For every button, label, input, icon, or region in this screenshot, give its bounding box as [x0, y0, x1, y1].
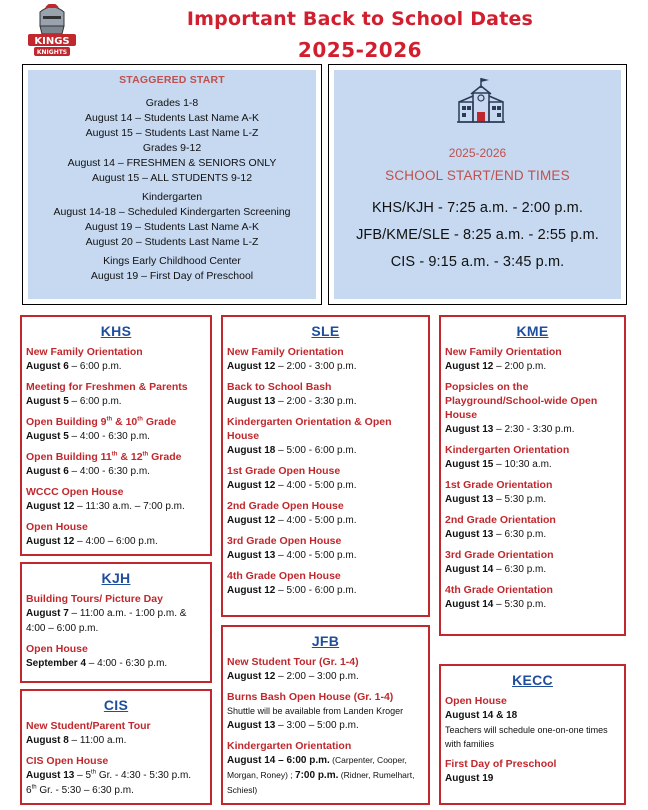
event-detail: 6th Gr. - 5:30 – 6:30 p.m.: [26, 784, 134, 796]
event-title: Burns Bash Open House (Gr. 1-4): [227, 691, 394, 703]
kjh-school-name: KJH: [101, 570, 131, 586]
stag-line: August 14-18 – Scheduled Kindergarten Screening: [53, 206, 291, 218]
event-date: August 6: [26, 361, 69, 372]
event-title: Open House: [26, 643, 88, 655]
event-time: – 4:00 - 6:30 p.m.: [68, 431, 150, 442]
stag-line: August 20 – Students Last Name L-Z: [85, 236, 259, 248]
times-line-jfb-kme-sle: JFB/KME/SLE - 8:25 a.m. - 2:55 p.m.: [356, 227, 599, 243]
jfb-school-name: JFB: [311, 633, 340, 649]
stag-line: August 15 – Students Last Name L-Z: [85, 127, 259, 139]
event-date: August 13: [445, 494, 494, 505]
event-date: August 5: [26, 431, 69, 442]
event-item: Kindergarten Orientation August 14 – 6:00 p.m. (Carpenter, Cooper, Morgan, Roney) ; 7:00 p.m. (Ridner, Rumelhart, Schiesl): [227, 739, 424, 798]
event-date: August 6: [26, 466, 69, 477]
event-date: August 12: [26, 536, 75, 547]
sle-events-box: [221, 315, 430, 617]
event-title: 1st Grade Open House: [227, 465, 341, 477]
kme-events-box: [439, 315, 626, 636]
event-item: [227, 534, 424, 563]
stag-line: August 14 – Students Last Name A-K: [85, 112, 259, 124]
page-title: Important Back to School Dates: [186, 8, 534, 30]
event-item: [227, 655, 424, 684]
event-item: [227, 345, 424, 374]
kecc-school-name: KECC: [512, 672, 553, 688]
stag-line: Grades 1-8: [145, 97, 199, 109]
event-item: [26, 345, 206, 374]
event-item: [445, 757, 620, 786]
event-date: August 7: [26, 608, 69, 619]
event-date: August 13: [26, 770, 75, 781]
event-date: August 12: [26, 501, 75, 512]
school-times-box: [328, 64, 627, 305]
event-date: August 15: [445, 459, 494, 470]
event-title: 1st Grade Orientation: [445, 479, 553, 491]
event-time: – 10:30 a.m.: [493, 459, 552, 470]
event-time: – 11:00 a.m. - 1:00 p.m. &: [68, 608, 187, 619]
stag-line: August 19 – First Day of Preschool: [90, 270, 254, 282]
event-item: [26, 592, 206, 636]
stag-line: Grades 9-12: [142, 142, 202, 154]
kings-knights-logo: [26, 4, 78, 60]
event-title: Kindergarten Orientation & Open House: [227, 416, 392, 442]
cis-events-box: [20, 689, 212, 805]
event-title: Popsicles on the Playground/School-wide Open House: [445, 381, 598, 421]
event-title: Open Building 11th & 12th Grade: [26, 451, 182, 463]
event-title: New Student/Parent Tour: [26, 720, 151, 732]
event-title: Open House: [445, 695, 507, 707]
kme-school-name: KME: [516, 323, 549, 339]
event-item: [445, 548, 620, 577]
event-title: 2nd Grade Open House: [227, 500, 344, 512]
event-time: – 5:00 - 6:00 p.m.: [275, 445, 357, 456]
logo-text-knights: KNIGHTS: [36, 49, 68, 56]
event-title: New Family Orientation: [227, 346, 344, 358]
event-date: August 12: [227, 671, 276, 682]
sle-school-name: SLE: [311, 323, 340, 339]
event-item: [26, 380, 206, 409]
times-line-cis: CIS - 9:15 a.m. - 3:45 p.m.: [390, 254, 565, 270]
stag-line: Kings Early Childhood Center: [103, 255, 241, 267]
event-title: 4th Grade Orientation: [445, 584, 553, 596]
jfb-events-box: [221, 625, 430, 805]
event-date: August 13: [227, 550, 276, 561]
event-item: [26, 415, 206, 444]
event-title: New Family Orientation: [26, 346, 143, 358]
event-time: – 4:00 - 5:00 p.m.: [275, 550, 357, 561]
event-date: August 8: [26, 735, 69, 746]
event-title: New Family Orientation: [445, 346, 562, 358]
staggered-start-box: [22, 64, 322, 305]
event-item: [445, 345, 620, 374]
cis-school-name: CIS: [103, 697, 129, 713]
event-time: – 4:00 - 5:00 p.m.: [275, 480, 357, 491]
event-time: – 3:00 – 5:00 p.m.: [275, 720, 359, 731]
event-title: 3rd Grade Open House: [227, 535, 342, 547]
event-time: – 4:00 - 5:00 p.m.: [275, 515, 357, 526]
event-date: August 18: [227, 445, 276, 456]
event-title: CIS Open House: [26, 755, 109, 767]
event-title: WCCC Open House: [26, 486, 124, 498]
event-time: – 4:00 - 6:30 p.m.: [68, 466, 150, 477]
event-note: Teachers will schedule one-on-one times with families: [445, 725, 608, 749]
event-title: Building Tours/ Picture Day: [26, 593, 163, 605]
event-item: [26, 719, 206, 748]
event-title: 2nd Grade Orientation: [445, 514, 556, 526]
event-date: August 19: [445, 773, 494, 784]
event-date: August 14: [445, 564, 494, 575]
event-time: – 2:00 – 3:00 p.m.: [275, 671, 359, 682]
khs-school-name: KHS: [100, 323, 132, 339]
event-item: [26, 642, 206, 671]
kjh-events-box: [20, 562, 212, 683]
school-building-icon: [455, 76, 507, 126]
event-title: Kindergarten Orientation: [227, 740, 352, 752]
khs-events-box: [20, 315, 212, 556]
event-item: [227, 380, 424, 409]
event-date: August 12: [227, 480, 276, 491]
stag-line: Kindergarten: [141, 191, 203, 203]
times-line-khs-kjh: KHS/KJH - 7:25 a.m. - 2:00 p.m.: [371, 200, 583, 216]
staggered-heading: STAGGERED START: [119, 74, 225, 86]
event-note: Shuttle will be available from Landen Kroger: [227, 706, 404, 716]
event-date: August 14 – 6:00 p.m.: [227, 755, 330, 766]
event-date: August 14 & 18: [445, 710, 518, 721]
event-item: [26, 520, 206, 549]
event-date: August 12: [445, 361, 494, 372]
event-date: August 13: [227, 396, 276, 407]
event-item: [445, 443, 620, 472]
event-date: August 13: [445, 529, 494, 540]
event-title: Back to School Bash: [227, 381, 332, 393]
event-date: August 12: [227, 361, 276, 372]
event-time: – 5:30 p.m.: [493, 494, 547, 505]
event-time: – 5:30 p.m.: [493, 599, 547, 610]
event-item: [227, 415, 424, 458]
event-time: – 2:00 p.m.: [493, 361, 547, 372]
event-time: – 5:00 - 6:00 p.m.: [275, 585, 357, 596]
event-item: [445, 478, 620, 507]
event-title: 4th Grade Open House: [227, 570, 341, 582]
event-time: – 2:00 - 3:30 p.m.: [275, 396, 357, 407]
event-time: – 6:00 p.m.: [68, 361, 122, 372]
event-title: Open Building 9th & 10th Grade: [26, 416, 177, 428]
event-time: – 4:00 – 6:00 p.m.: [74, 536, 158, 547]
event-title: First Day of Preschool: [445, 758, 557, 770]
event-item: [445, 380, 620, 437]
kecc-events-box: [439, 664, 626, 805]
event-item: CIS Open House August 13 – 5th Gr. - 4:30 - 5:30 p.m. 6th Gr. - 5:30 – 6:30 p.m.: [26, 754, 206, 798]
event-item: [26, 485, 206, 514]
event-time: – 11:30 a.m. – 7:00 p.m.: [74, 501, 185, 512]
event-item: [227, 569, 424, 598]
event-time: – 6:30 p.m.: [493, 564, 547, 575]
event-title: 3rd Grade Orientation: [445, 549, 554, 561]
event-date: August 13: [227, 720, 276, 731]
event-date: August 14: [445, 599, 494, 610]
event-title: Kindergarten Orientation: [445, 444, 570, 456]
times-year: 2025-2026: [448, 146, 507, 160]
event-item: [26, 450, 206, 479]
event-detail: 4:00 – 6:00 p.m.: [26, 623, 99, 634]
event-item: [227, 464, 424, 493]
event-date: August 12: [227, 515, 276, 526]
event-item: [445, 583, 620, 612]
event-time: – 4:00 - 6:30 p.m.: [86, 658, 168, 669]
event-time: – 6:00 p.m.: [68, 396, 122, 407]
event-date: August 13: [445, 424, 494, 435]
event-time: – 6:30 p.m.: [493, 529, 547, 540]
event-item: [227, 499, 424, 528]
stag-line: August 19 – Students Last Name A-K: [85, 221, 259, 233]
event-date: August 12: [227, 585, 276, 596]
stag-line: August 15 – ALL STUDENTS 9-12: [91, 172, 253, 184]
event-item: [445, 694, 620, 751]
event-title: Open House: [26, 521, 88, 533]
event-item: [445, 513, 620, 542]
event-time: – 2:30 - 3:30 p.m.: [493, 424, 575, 435]
event-title: Meeting for Freshmen & Parents: [26, 381, 188, 393]
logo-text-kings: KINGS: [34, 36, 70, 47]
event-title: New Student Tour (Gr. 1-4): [227, 656, 359, 668]
event-item: [227, 690, 424, 733]
page-subtitle-year: 2025-2026: [297, 38, 423, 62]
stag-line: August 14 – FRESHMEN & SENIORS ONLY: [67, 157, 277, 169]
times-heading: SCHOOL START/END TIMES: [385, 168, 570, 183]
event-date: August 5: [26, 396, 69, 407]
event-time: – 2:00 - 3:00 p.m.: [275, 361, 357, 372]
event-date: September 4: [26, 658, 87, 669]
event-time: – 11:00 a.m.: [68, 735, 127, 746]
